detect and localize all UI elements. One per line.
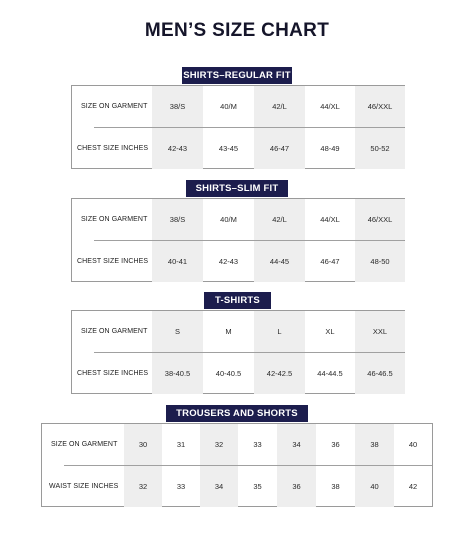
- table-row-size-on-garment: [42, 424, 432, 465]
- size-cell: 38/S: [152, 86, 203, 127]
- table-row-chest-size-inches: [72, 353, 404, 394]
- section-badge-t-shirts: T-SHIRTS: [204, 292, 271, 309]
- size-cell: 38/S: [152, 199, 203, 240]
- size-cell: S: [152, 311, 203, 352]
- size-cell: 40: [408, 440, 418, 449]
- measurement-cell: 43-45: [218, 144, 239, 153]
- size-cell: XXL: [355, 311, 405, 352]
- size-cell: 42/L: [254, 86, 305, 127]
- size-cell: 33: [253, 440, 262, 449]
- section-badge-shirts-regular-fit: SHIRTS–REGULAR FIT: [182, 67, 292, 84]
- table-row-chest-size-inches: [72, 241, 404, 282]
- row-label: SIZE ON GARMENT: [81, 216, 148, 223]
- table-row-chest-size-inches: [72, 128, 404, 169]
- measurement-cell: 42: [408, 482, 418, 491]
- measurement-cell: 40-41: [152, 241, 203, 282]
- row-label: SIZE ON GARMENT: [51, 441, 118, 448]
- size-cell: 36: [331, 440, 340, 449]
- size-cell: 32: [200, 424, 238, 465]
- size-cell: 46/XXL: [355, 199, 405, 240]
- table-row-size-on-garment: [72, 86, 404, 127]
- measurement-cell: 44-45: [254, 241, 305, 282]
- row-label: CHEST SIZE INCHES: [77, 145, 149, 152]
- row-label: WAIST SIZE INCHES: [49, 483, 119, 490]
- size-cell: 31: [176, 440, 186, 449]
- size-cell: 38: [355, 424, 394, 465]
- table-row-waist-size-inches: [42, 466, 432, 507]
- size-cell: 44/XL: [320, 215, 340, 224]
- size-table-t-shirts: [71, 310, 405, 394]
- measurement-cell: 38-40.5: [152, 353, 203, 394]
- measurement-cell: 42-42.5: [254, 353, 305, 394]
- size-table-shirts-regular-fit: [71, 85, 405, 169]
- size-cell: 42/L: [254, 199, 305, 240]
- size-table-trousers-and-shorts: [41, 423, 433, 507]
- row-label: CHEST SIZE INCHES: [77, 258, 149, 265]
- size-table-shirts-slim-fit: [71, 198, 405, 282]
- measurement-cell: 38: [331, 482, 340, 491]
- measurement-cell: 48-50: [355, 241, 405, 282]
- row-label: SIZE ON GARMENT: [81, 103, 148, 110]
- measurement-cell: 50-52: [355, 128, 405, 169]
- size-cell: 34: [277, 424, 316, 465]
- measurement-cell: 34: [200, 466, 238, 507]
- section-badge-shirts-slim-fit: SHIRTS–SLIM FIT: [186, 180, 288, 197]
- page-title: MEN’S SIZE CHART: [144, 20, 330, 41]
- row-label: CHEST SIZE INCHES: [77, 370, 149, 377]
- measurement-cell: 46-47: [254, 128, 305, 169]
- measurement-cell: 36: [277, 466, 316, 507]
- table-row-size-on-garment: [72, 311, 404, 352]
- size-cell: 44/XL: [320, 102, 340, 111]
- measurement-cell: 40: [355, 466, 394, 507]
- measurement-cell: 48-49: [320, 144, 340, 153]
- measurement-cell: 33: [176, 482, 186, 491]
- size-cell: 30: [124, 424, 162, 465]
- size-cell: 40/M: [220, 102, 237, 111]
- measurement-cell: 35: [253, 482, 262, 491]
- measurement-cell: 44-44.5: [317, 369, 343, 378]
- measurement-cell: 32: [124, 466, 162, 507]
- size-cell: XL: [325, 327, 335, 336]
- measurement-cell: 40-40.5: [215, 369, 242, 378]
- section-badge-trousers-and-shorts: TROUSERS AND SHORTS: [166, 405, 308, 422]
- row-label: SIZE ON GARMENT: [81, 328, 148, 335]
- measurement-cell: 42-43: [218, 257, 239, 266]
- size-cell: M: [225, 327, 232, 336]
- size-cell: 40/M: [220, 215, 237, 224]
- measurement-cell: 42-43: [152, 128, 203, 169]
- table-row-size-on-garment: [72, 199, 404, 240]
- size-cell: 46/XXL: [355, 86, 405, 127]
- measurement-cell: 46-47: [320, 257, 340, 266]
- size-cell: L: [254, 311, 305, 352]
- measurement-cell: 46-46.5: [355, 353, 405, 394]
